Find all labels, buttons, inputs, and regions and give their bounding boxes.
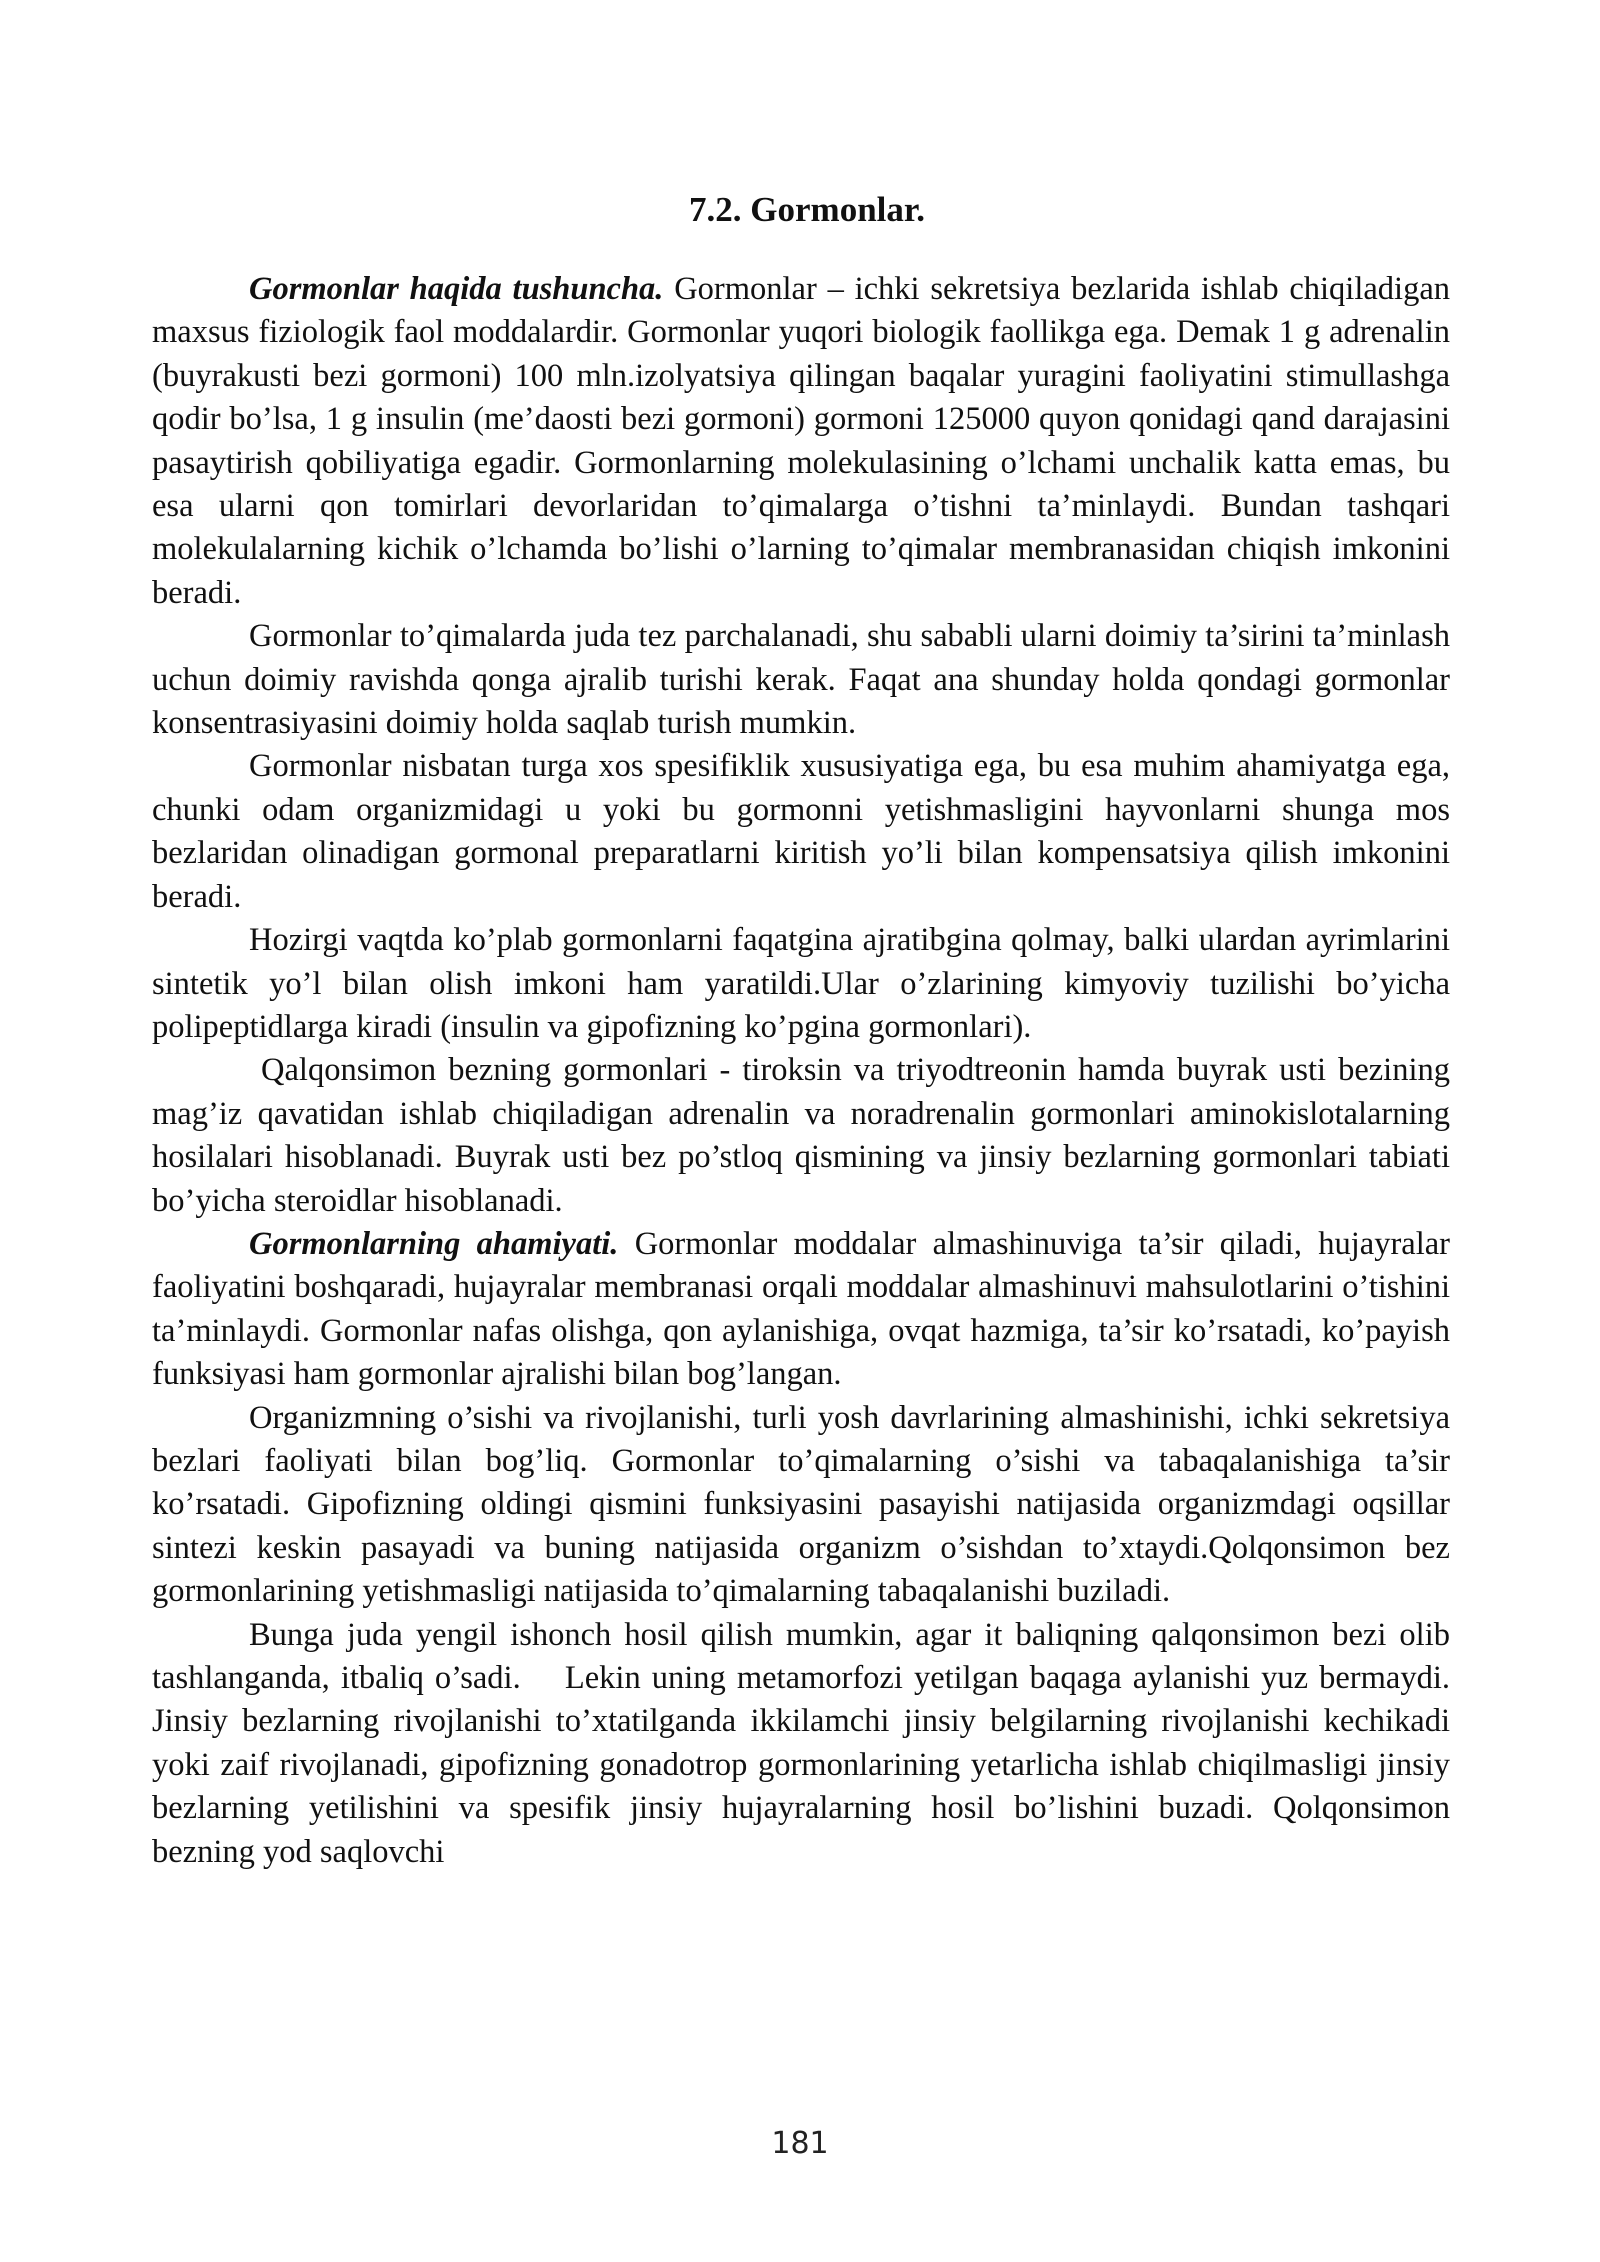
paragraph-lead: Gormonlarning ahamiyati. bbox=[249, 1225, 619, 1262]
paragraph-3 bbox=[152, 745, 1450, 919]
paragraph-5 bbox=[152, 1049, 1459, 1223]
paragraph-text: Qalqonsimon bezning gormonlari - tiroksin va triyodtreonin hamda buyrak usti bezining mag’iz qavatidan ishlab chiqiladigan adrenalin va noradrenalin gormonlari aminokislotalarning hosilalari hisoblanadi. Buyrak usti bez po’stloq qismining va jinsiy bezlarning gormonlari tabiati bo’yicha steroidlar hisoblanadi. bbox=[152, 1052, 1459, 1219]
page-number: 181 bbox=[771, 2126, 829, 2161]
paragraph-text: Bunga juda yengil ishonch hosil qilish mumkin, agar it baliqning qalqonsimon bezi olib tashlanganda, itbaliq o’sadi. Lekin uning metamorfozi yetilgan baqaga aylanishi yuz bermaydi. Jinsiy bezlarning rivojlanishi to’xtatilganda ikkilamchi jinsiy belgilarning rivojlanishi kechikadi yoki zaif rivojlanadi, gipofizning gonadotrop gormonlarining yetarlicha ishlab chiqilmasligi jinsiy bezlarning yetilishini va spesifik jinsiy hujayralarning hosil bo’lishini buzadi. Qolqonsimon bezning yod saqlovchi bbox=[152, 1616, 1459, 1870]
paragraph-text: Organizmning o’sishi va rivojlanishi, turli yosh davrlarining almashinishi, ichki sekretsiya bezlari faoliyati bilan bog’liq. Gormonlar to’qimalarning o’sishi va tabaqalanishiga ta’sir ko’rsatadi. Gipofizning oldingi qismini funksiyasini pasayishi natijasida organizmdagi oqsillar sintezi keskin pasayadi va buning natijasida organizm o’sishdan to’xtaydi.Qolqonsimon bez gormonlarining yetishmasligi natijasida to’qimalarning tabaqalanishi buziladi. bbox=[152, 1399, 1450, 1610]
paragraph-text: Gormonlar moddalar almashinuviga ta’sir qiladi, hujayralar faoliyatini boshqaradi, hujayralar membranasi orqali moddalar almashinuvi mahsulotlarini o’tishini ta’minlaydi. Gormonlar nafas olishga, qon aylanishiga, ovqat hazmiga, ta’sir ko’rsatadi, ko’payish funksiyasi ham gormonlar ajralishi bilan bog’langan. bbox=[152, 1225, 1450, 1393]
paragraph-8 bbox=[152, 1614, 1459, 1874]
paragraph-7 bbox=[152, 1397, 1450, 1614]
paragraph-text: Gormonlar to’qimalarda juda tez parchalanadi, shu sababli ularni doimiy ta’sirini ta’minlash uchun doimiy ravishda qonga ajralib turishi kerak. Faqat ana shunday holda qondagi gormonlar konsentrasiyasini doimiy holda saqlab turish mumkin. bbox=[152, 618, 1450, 742]
paragraph-2 bbox=[152, 615, 1450, 745]
section-heading: 7.2. Gormonlar. bbox=[689, 190, 925, 229]
paragraph-text: Gormonlar nisbatan turga xos spesifiklik xususiyatiga ega, bu esa muhim ahamiyatga ega, chunki odam organizmidagi u yoki bu gormonni yetishmasligini hayvonlarni shunga mos bezlaridan olinadigan gormonal preparatlarni kiritish yo’li bilan kompensatsiya qilish imkonini beradi. bbox=[152, 748, 1450, 915]
page-body bbox=[152, 188, 1459, 2178]
paragraph-text: Gormonlar – ichki sekretsiya bezlarida ishlab chiqiladigan maxsus fiziologik faol moddalardir. Gormonlar yuqori biologik faollikga ega. Demak 1 g adrenalin (buyrakusti bezi gormoni) 100 mln.izolyatsiya qilingan baqalar yuragini faoliyatini stimullashga qodir bo’lsa, 1 g insulin (me’daosti bezi gormoni) gormoni 125000 quyon qonidagi qand darajasini pasaytirish qobiliyatiga egadir. Gormonlarning molekulasining o’lchami unchalik katta emas, bu esa ularni qon tomirlari devorlaridan to’qimalarga o’tishni ta’minlaydi. Bundan tashqari molekulalarning kichik o’lchamda bo’lishi o’larning to’qimalar membranasidan chiqish imkonini beradi. bbox=[152, 271, 1450, 611]
paragraph-text: Hozirgi vaqtda ko’plab gormonlarni faqatgina ajratibgina qolmay, balki ulardan ayrimlarini sintetik yo’l bilan olish imkoni ham yaratildi.Ular o’zlarining kimyoviy tuzilishi bo’yicha polipeptidlarga kiradi (insulin va gipofizning ko’pgina gormonlari). bbox=[152, 922, 1450, 1045]
paragraph-lead: Gormonlar haqida tushuncha. bbox=[249, 271, 664, 307]
paragraph-1 bbox=[152, 268, 1450, 615]
paragraph-6 bbox=[152, 1223, 1450, 1397]
paragraph-4 bbox=[152, 919, 1450, 1049]
